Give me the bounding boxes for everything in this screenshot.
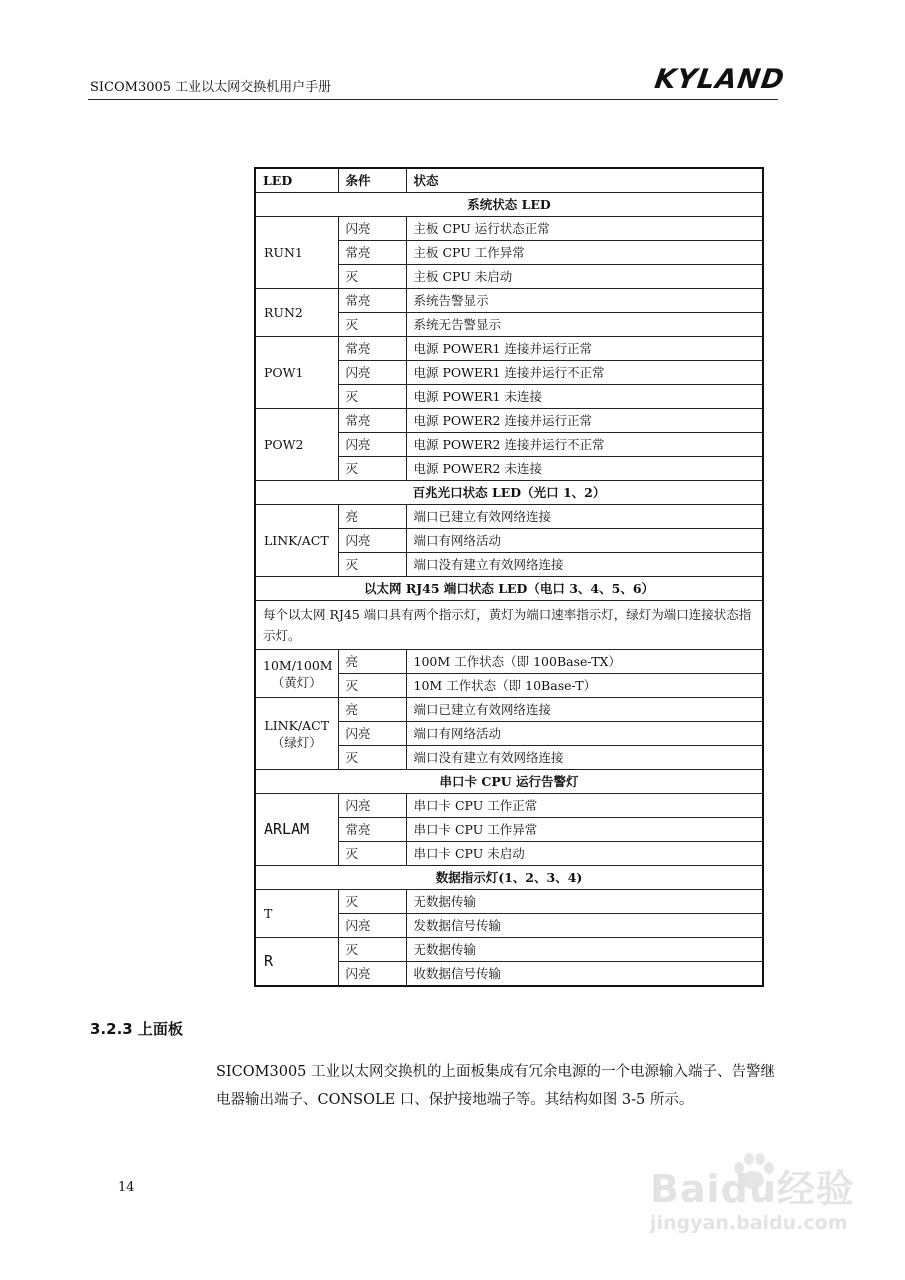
- led-r: R: [255, 938, 338, 987]
- led-link-green-color: （绿灯）: [271, 734, 322, 750]
- condition-cell: 常亮: [338, 337, 406, 361]
- condition-cell: 灭: [338, 842, 406, 866]
- state-cell: 电源 POWER2 连接并运行正常: [406, 409, 763, 433]
- section-heading: 3.2.3 上面板: [90, 1020, 183, 1038]
- condition-cell: 灭: [338, 890, 406, 914]
- condition-cell: 灭: [338, 938, 406, 962]
- led-speed-name: 10M/100M: [263, 657, 333, 673]
- state-cell: 电源 POWER1 连接并运行不正常: [406, 361, 763, 385]
- col-header-condition: 条件: [338, 168, 406, 193]
- state-cell: 串口卡 CPU 未启动: [406, 842, 763, 866]
- rj45-note: 每个以太网 RJ45 端口具有两个指示灯，黄灯为端口速率指示灯，绿灯为端口连接状态指示灯。: [255, 601, 763, 650]
- col-header-led: LED: [255, 168, 338, 193]
- watermark-main-text: Baidu经验: [650, 1167, 855, 1211]
- condition-cell: 常亮: [338, 241, 406, 265]
- table-row: [255, 650, 763, 674]
- condition-cell: 闪亮: [338, 914, 406, 938]
- condition-cell: 灭: [338, 265, 406, 289]
- condition-cell: 常亮: [338, 409, 406, 433]
- led-link-act: LINK/ACT: [255, 505, 338, 577]
- state-cell: 主板 CPU 工作异常: [406, 241, 763, 265]
- watermark-url: jingyan.baidu.com: [650, 1212, 848, 1234]
- state-cell: 无数据传输: [406, 938, 763, 962]
- page-number: 14: [118, 1180, 135, 1195]
- condition-cell: 亮: [338, 505, 406, 529]
- led-pow1: POW1: [255, 337, 338, 409]
- state-cell: 端口已建立有效网络连接: [406, 505, 763, 529]
- table-row: [255, 289, 763, 313]
- state-cell: 无数据传输: [406, 890, 763, 914]
- state-cell: 串口卡 CPU 工作正常: [406, 794, 763, 818]
- state-cell: 端口有网络活动: [406, 529, 763, 553]
- state-cell: 电源 POWER2 连接并运行不正常: [406, 433, 763, 457]
- table-row: [255, 505, 763, 529]
- section-rj45-led: 以太网 RJ45 端口状态 LED（电口 3、4、5、6）: [255, 577, 763, 601]
- state-cell: 主板 CPU 未启动: [406, 265, 763, 289]
- led-t: T: [255, 890, 338, 938]
- col-header-state: 状态: [406, 168, 763, 193]
- led-speed: [255, 650, 338, 698]
- state-cell: 发数据信号传输: [406, 914, 763, 938]
- condition-cell: 灭: [338, 553, 406, 577]
- state-cell: 系统无告警显示: [406, 313, 763, 337]
- condition-cell: 闪亮: [338, 361, 406, 385]
- state-cell: 电源 POWER1 连接并运行正常: [406, 337, 763, 361]
- condition-cell: 闪亮: [338, 529, 406, 553]
- condition-cell: 闪亮: [338, 433, 406, 457]
- led-link-green-name: LINK/ACT: [264, 717, 330, 733]
- condition-cell: 灭: [338, 674, 406, 698]
- section-system-led: 系统状态 LED: [255, 193, 763, 217]
- state-cell: 100M 工作状态（即 100Base-TX）: [406, 650, 763, 674]
- state-cell: 端口有网络活动: [406, 722, 763, 746]
- section-serial-alarm: 串口卡 CPU 运行告警灯: [255, 770, 763, 794]
- condition-cell: 亮: [338, 698, 406, 722]
- condition-cell: 闪亮: [338, 722, 406, 746]
- condition-cell: 灭: [338, 313, 406, 337]
- led-status-table: [254, 167, 764, 987]
- state-cell: 电源 POWER2 未连接: [406, 457, 763, 481]
- header-divider: [88, 99, 778, 100]
- table-row: [255, 794, 763, 818]
- led-link-green: [255, 698, 338, 770]
- condition-cell: 闪亮: [338, 962, 406, 987]
- condition-cell: 灭: [338, 457, 406, 481]
- table-row: [255, 698, 763, 722]
- state-cell: 主板 CPU 运行状态正常: [406, 217, 763, 241]
- table-row: [255, 409, 763, 433]
- state-cell: 系统告警显示: [406, 289, 763, 313]
- condition-cell: 灭: [338, 385, 406, 409]
- state-cell: 串口卡 CPU 工作异常: [406, 818, 763, 842]
- condition-cell: 常亮: [338, 289, 406, 313]
- table-row: [255, 337, 763, 361]
- led-speed-color: （黄灯）: [271, 674, 322, 690]
- section-fiber-led: 百兆光口状态 LED（光口 1、2）: [255, 481, 763, 505]
- body-paragraph: SICOM3005 工业以太网交换机的上面板集成有冗余电源的一个电源输入端子、告警继电器输出端子、CONSOLE 口、保护接地端子等。其结构如图 3-5 所示。: [216, 1064, 775, 1108]
- table-header-row: [255, 168, 763, 193]
- condition-cell: 常亮: [338, 818, 406, 842]
- running-header-title: SICOM3005 工业以太网交换机用户手册: [90, 80, 332, 95]
- baidu-watermark: [640, 1150, 855, 1250]
- state-cell: 10M 工作状态（即 10Base-T）: [406, 674, 763, 698]
- state-cell: 端口没有建立有效网络连接: [406, 553, 763, 577]
- led-run1: RUN1: [255, 217, 338, 289]
- state-cell: 电源 POWER1 未连接: [406, 385, 763, 409]
- state-cell: 收数据信号传输: [406, 962, 763, 987]
- table-row: [255, 938, 763, 962]
- table-row: [255, 890, 763, 914]
- condition-cell: 闪亮: [338, 217, 406, 241]
- led-arlam: ARLAM: [255, 794, 338, 866]
- condition-cell: 灭: [338, 746, 406, 770]
- led-run2: RUN2: [255, 289, 338, 337]
- condition-cell: 亮: [338, 650, 406, 674]
- table-row: [255, 217, 763, 241]
- state-cell: 端口已建立有效网络连接: [406, 698, 763, 722]
- kyland-logo: KYLAND: [652, 64, 787, 95]
- section-data-led: 数据指示灯(1、2、3、4): [255, 866, 763, 890]
- state-cell: 端口没有建立有效网络连接: [406, 746, 763, 770]
- condition-cell: 闪亮: [338, 794, 406, 818]
- led-pow2: POW2: [255, 409, 338, 481]
